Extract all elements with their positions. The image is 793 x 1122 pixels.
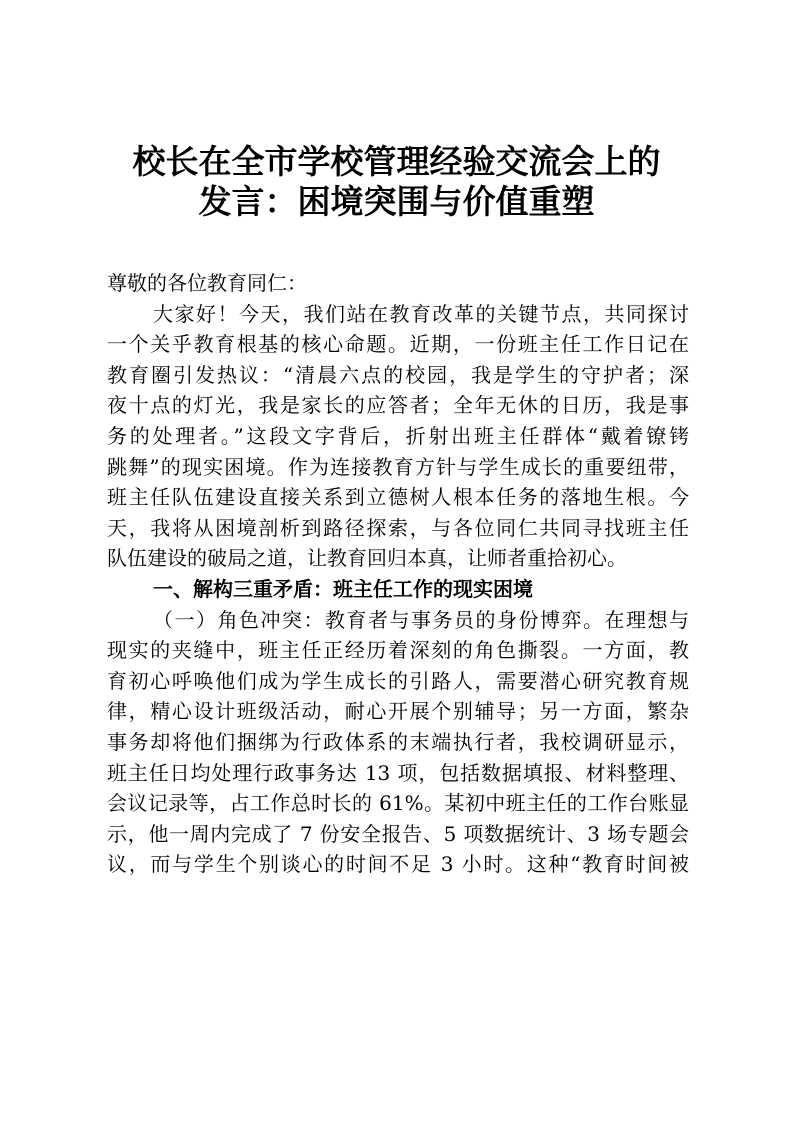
text-line: 务的处理者。”这段文字背后，折射出班主任群体“戴着镣铐 (107, 423, 689, 448)
text-line: 会议记录等，占工作总时长的 61%。某初中班主任的工作台账显 (107, 791, 689, 816)
text-line: 班主任日均处理行政事务达 13 项，包括数据填报、材料整理、 (107, 760, 689, 785)
salutation: 尊敬的各位教育同仁： (107, 271, 307, 295)
text-line: 教育圈引发热议：“清晨六点的校园，我是学生的守护者；深 (107, 362, 689, 387)
text-line: 班主任队伍建设直接关系到立德树人根本任务的落地生根。今 (107, 485, 689, 510)
text-line: 一个关乎教育根基的核心命题。近期，一份班主任工作日记在 (107, 332, 689, 357)
text-line: 夜十点的灯光，我是家长的应答者；全年无休的日历，我是事 (107, 393, 689, 418)
text-line: 育初心呼唤他们成为学生成长的引路人，需要潜心研究教育规 (107, 668, 689, 693)
document-title (0, 142, 793, 222)
title-line: 发言：困境突围与价值重塑 (198, 182, 595, 221)
section-heading: 一、解构三重矛盾：班主任工作的现实困境 (153, 576, 533, 601)
text-line: 队伍建设的破局之道，让教育回归本真，让师者重拾初心。 (107, 546, 627, 571)
document-body (107, 268, 689, 880)
text-line: （一）角色冲突：教育者与事务员的身份博弈。在理想与 (153, 607, 689, 632)
text-line: 律，精心设计班级活动，耐心开展个别辅导；另一方面，繁杂 (107, 699, 689, 724)
text-line: 事务却将他们捆绑为行政体系的末端执行者，我校调研显示， (107, 729, 689, 754)
text-line: 现实的夹缝中，班主任正经历着深刻的角色撕裂。一方面，教 (107, 638, 689, 663)
text-line: 天，我将从困境剖析到路径探索，与各位同仁共同寻找班主任 (107, 515, 689, 540)
text-line: 示，他一周内完成了 7 份安全报告、5 项数据统计、3 场专题会 (107, 821, 689, 846)
text-line: 大家好！今天，我们站在教育改革的关键节点，共同探讨 (153, 301, 689, 326)
text-line: 跳舞”的现实困境。作为连接教育方针与学生成长的重要纽带， (107, 454, 689, 479)
title-line: 校长在全市学校管理经验交流会上的 (132, 142, 661, 181)
text-line: 议，而与学生个别谈心的时间不足 3 小时。这种“教育时间被 (107, 852, 689, 877)
